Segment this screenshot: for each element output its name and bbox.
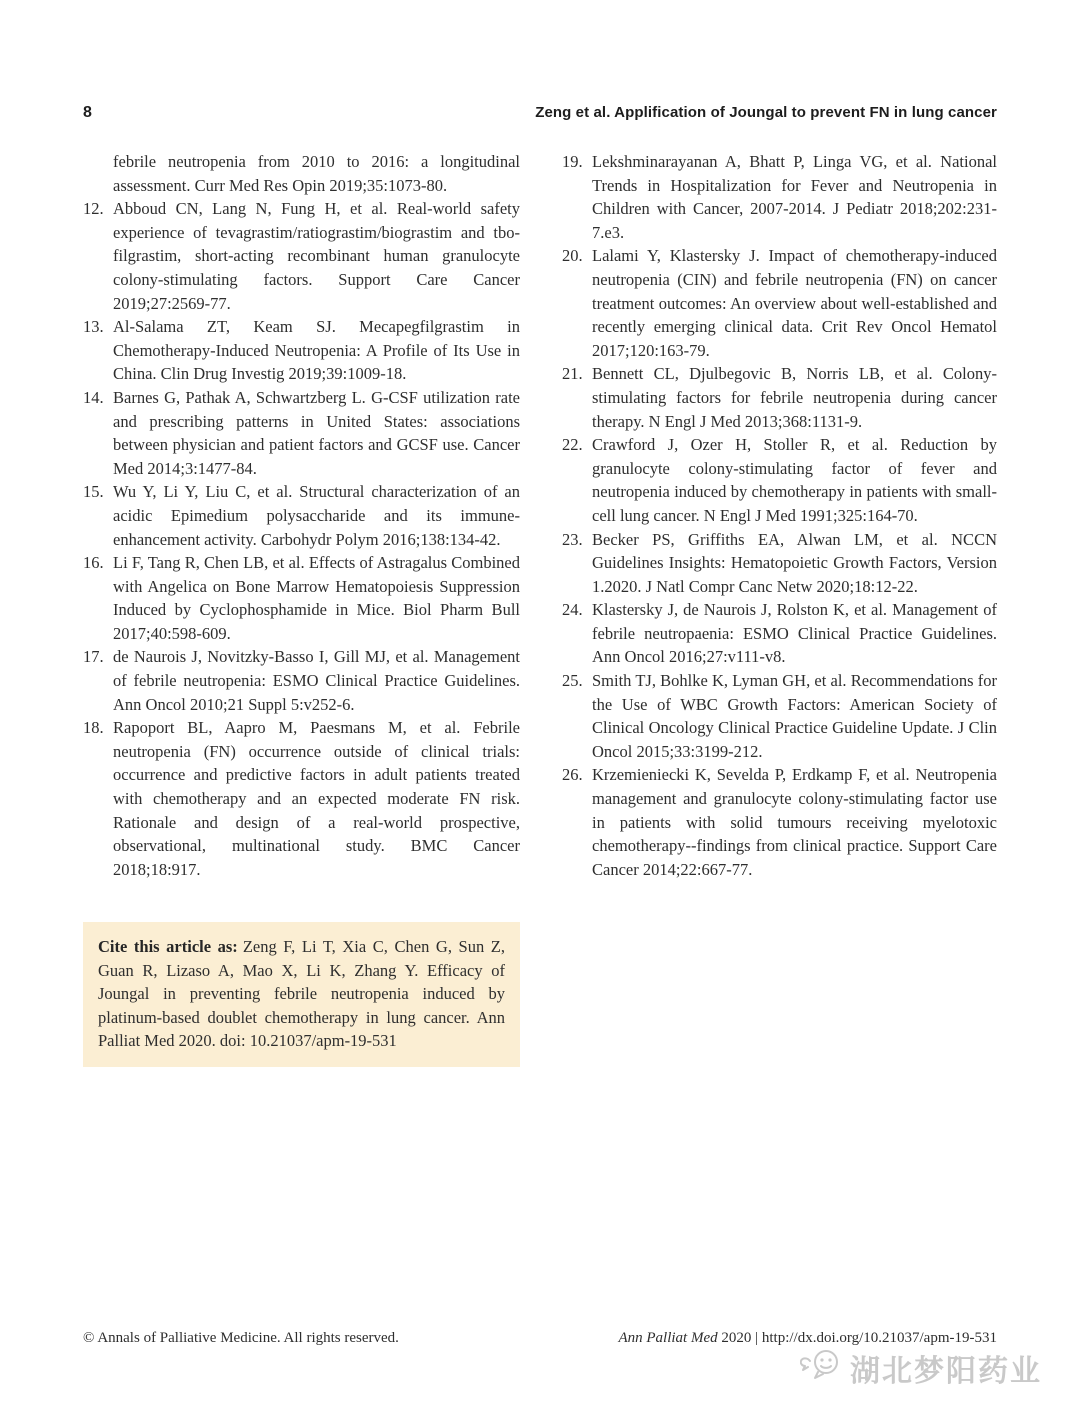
reference-number: 26.: [562, 765, 583, 785]
running-head: Zeng et al. Applification of Joungal to prevent FN in lung cancer: [535, 104, 997, 121]
reference-item: [562, 598, 997, 669]
reference-text: Abboud CN, Lang N, Fung H, et al. Real-world safety experience of tevagrastim/ratiograstim/biograstim and tbo-filgrastim, short-acting recombinant human granulocyte colony-stimulating factors. Support Care Cancer 2019;27:2569-77.: [113, 199, 520, 313]
reference-number: 17.: [83, 647, 104, 667]
journal-citation: [618, 1330, 997, 1347]
reference-text: Barnes G, Pathak A, Schwartzberg L. G-CSF utilization rate and prescribing patterns in United States: associations between physician and patient factors and GCSF use. Cancer Med 2014;3:1477-84.: [113, 387, 520, 478]
reference-item: [83, 716, 520, 881]
reference-text: Li F, Tang R, Chen LB, et al. Effects of Astragalus Combined with Angelica on Bone Marrow Hematopoiesis Suppression Induced by Cyclophosphamide in Mice. Biol Pharm Bull 2017;40:598-609.: [113, 553, 520, 643]
references-left-column: [83, 150, 520, 1067]
reference-item: [562, 362, 997, 433]
reference-text: Lalami Y, Klastersky J. Impact of chemotherapy-induced neutropenia (CIN) and febrile neutropenia (FN) on cancer treatment outcomes: An overview about well-established and recently emerging clinical data. Crit Rev Oncol Hematol 2017;120:163-79.: [592, 246, 997, 360]
reference-number: 13.: [83, 317, 104, 337]
reference-item: [83, 197, 520, 315]
reference-item: [83, 315, 520, 386]
reference-item: [562, 528, 997, 599]
reference-text: Bennett CL, Djulbegovic B, Norris LB, et al. Colony-stimulating factors for febrile neutropenia during cancer therapy. N Engl J Med 2013;368:1131-9.: [592, 364, 997, 431]
reference-text: Al-Salama ZT, Keam SJ. Mecapegfilgrastim in Chemotherapy-Induced Neutropenia: A Profile of Its Use in China. Clin Drug Investig 2019;39:1009-18.: [113, 317, 520, 384]
reference-text: Becker PS, Griffiths EA, Alwan LM, et al. NCCN Guidelines Insights: Hematopoietic Growth Factors, Version 1.2020. J Natl Compr Canc Netw 2020;18:12-22.: [592, 529, 997, 596]
page-header: [83, 104, 997, 122]
watermark-text: 湖北梦阳药业: [850, 1355, 1042, 1388]
reference-text: Rapoport BL, Aapro M, Paesmans M, et al. Febrile neutropenia (FN) occurrence outside of clinical trials: occurrence and predictive factors in adult patients treated with chemotherapy and an expected moderate FN risk. Rationale and design of a real-world prospective, observational, multinational study. BMC Cancer 2018;18:917.: [113, 718, 520, 879]
reference-text: de Naurois J, Novitzky-Basso I, Gill MJ, et al. Management of febrile neutropenia: ESMO Clinical Practice Guidelines. Ann Oncol 2010;21 Suppl 5:v252-6.: [113, 647, 520, 714]
reference-number: 15.: [83, 482, 104, 502]
journal-name: Ann Palliat Med: [618, 1330, 718, 1346]
reference-number: 23.: [562, 529, 583, 549]
reference-item: [562, 150, 997, 244]
reference-item: [562, 669, 997, 763]
reference-text: febrile neutropenia from 2010 to 2016: a longitudinal assessment. Curr Med Res Opin 2019;35:1073-80.: [113, 152, 520, 195]
reference-item: [83, 480, 520, 551]
journal-citation-suffix: 2020 | http://dx.doi.org/10.21037/apm-19-531: [717, 1330, 997, 1346]
cite-box: [83, 922, 520, 1067]
reference-number: 16.: [83, 553, 104, 573]
reference-text: Klastersky J, de Naurois J, Rolston K, et al. Management of febrile neutropaenia: ESMO Clinical Practice Guidelines. Ann Oncol 2016;27:v111-v8.: [592, 600, 997, 667]
reference-number: 12.: [83, 199, 104, 219]
cite-text: Zeng F, Li T, Xia C, Chen G, Sun Z, Guan R, Lizaso A, Mao X, Li K, Zhang Y. Efficacy of Joungal in preventing febrile neutropenia induced by platinum-based doublet chemotherapy in lung cancer. Ann Palliat Med 2020. doi: 10.21037/apm-19-531: [98, 937, 506, 1051]
page-number: 8: [83, 104, 92, 121]
reference-number: 21.: [562, 364, 583, 384]
reference-number: 25.: [562, 671, 583, 691]
company-logo-icon: [800, 1347, 844, 1389]
reference-item: [83, 386, 520, 480]
reference-item: [83, 150, 520, 197]
reference-number: 18.: [83, 718, 104, 738]
reference-number: 24.: [562, 600, 583, 620]
reference-number: 20.: [562, 246, 583, 266]
reference-item: [83, 551, 520, 645]
references-right-list: [562, 150, 997, 881]
reference-text: Crawford J, Ozer H, Stoller R, et al. Reduction by granulocyte colony-stimulating factor of fever and neutropenia induced by chemotherapy in patients with small-cell lung cancer. N Engl J Med 1991;325:164-70.: [592, 435, 997, 525]
copyright-text: © Annals of Palliative Medicine. All rights reserved.: [83, 1330, 399, 1346]
reference-text: Wu Y, Li Y, Liu C, et al. Structural characterization of an acidic Epimedium polysaccharide and its immune-enhancement activity. Carbohydr Polym 2016;138:134-42.: [113, 482, 520, 549]
reference-item: [83, 645, 520, 716]
publisher-watermark: [800, 1346, 1042, 1390]
reference-item: [562, 244, 997, 362]
reference-text: Lekshminarayanan A, Bhatt P, Linga VG, et al. National Trends in Hospitalization for Fever and Neutropenia in Children with Cancer, 2007-2014. J Pediatr 2018;202:231-7.e3.: [592, 152, 997, 242]
page-footer: [83, 1330, 997, 1347]
reference-item: [562, 433, 997, 527]
reference-number: [83, 150, 113, 197]
reference-number: 19.: [562, 152, 583, 171]
references-right-column: [562, 150, 997, 881]
reference-text: Krzemieniecki K, Sevelda P, Erdkamp F, et al. Neutropenia management and granulocyte colony-stimulating factor use in patients with solid tumours receiving myelotoxic chemotherapy--findings from clinical practice. Support Care Cancer 2014;22:667-77.: [592, 765, 997, 879]
reference-item: [562, 763, 997, 881]
references-left-list: [83, 150, 520, 881]
cite-label: Cite this article as:: [98, 937, 238, 957]
reference-text: Smith TJ, Bohlke K, Lyman GH, et al. Recommendations for the Use of WBC Growth Factors: American Society of Clinical Oncology Clinical Practice Guideline Update. J Clin Oncol 2015;33:3199-212.: [592, 671, 997, 761]
reference-number: 14.: [83, 387, 104, 407]
reference-number: 22.: [562, 435, 583, 455]
